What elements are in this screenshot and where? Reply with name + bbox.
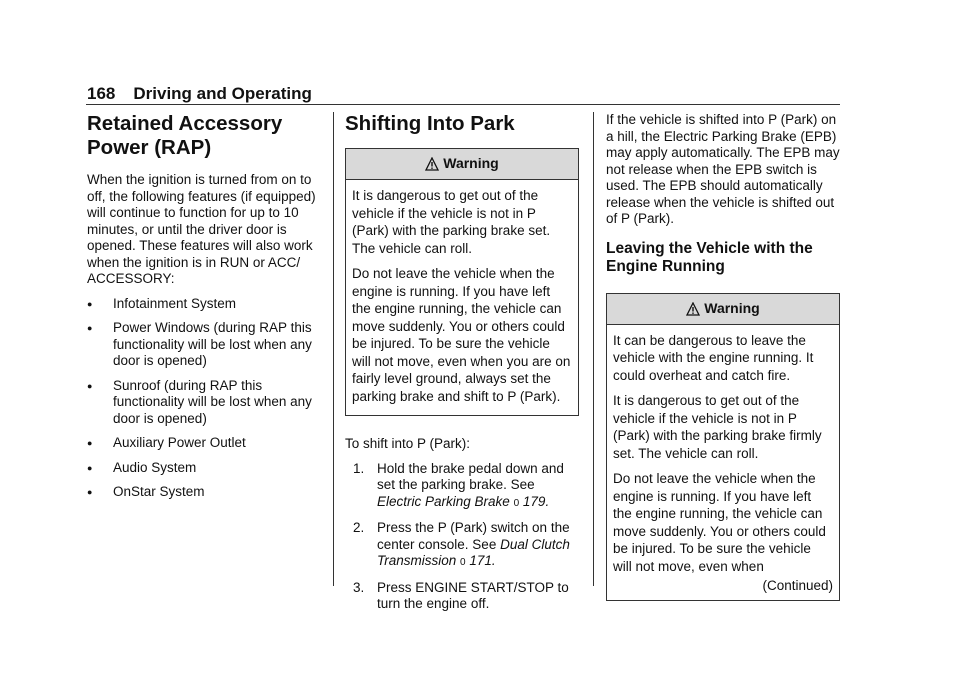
warning-header xyxy=(607,294,839,325)
continued-label: (Continued) xyxy=(762,578,833,593)
step-text: Press the P (Park) switch on the center console. See xyxy=(377,520,570,552)
page-header xyxy=(87,84,312,104)
step-number: 2. xyxy=(353,520,365,535)
list-item: ● Sunroof (during RAP this functionality will be lost when any door is opened) xyxy=(87,378,322,428)
warning-header xyxy=(346,149,578,180)
page-ref-arrow-icon: 0 xyxy=(513,497,520,509)
step-text: Hold the brake pedal down and set the parking brake. See xyxy=(377,460,564,492)
step-item xyxy=(345,520,579,572)
shift-steps xyxy=(345,461,579,613)
list-item: ● Audio System xyxy=(87,460,322,477)
step-end: . xyxy=(491,553,496,568)
warning-label: Warning xyxy=(704,299,760,316)
page-ref[interactable]: 171 xyxy=(469,553,492,568)
warning-triangle-icon xyxy=(686,302,700,320)
column-divider xyxy=(333,112,334,586)
step-item xyxy=(345,461,579,513)
column-rap xyxy=(87,112,322,509)
warning-triangle-icon xyxy=(425,157,439,175)
column-shifting-park xyxy=(345,112,579,621)
warning-label: Warning xyxy=(443,155,499,171)
warning-paragraph: Do not leave the vehicle when the engine is running. If you have left the engine running, the vehicle can move suddenly. You or others could be injured. To be sure the vehicle will not move, even when you are on fairly level ground, always set the parking brake and shift to P (Park). xyxy=(352,266,571,404)
park-heading: Shifting Into Park xyxy=(345,112,515,135)
step-item xyxy=(345,580,579,613)
step-number: 1. xyxy=(353,460,365,476)
page-number: 168 xyxy=(87,84,116,103)
warning-paragraph: It is dangerous to get out of the vehicle if the vehicle is not in P (Park) with the parking brake firmly set. The vehicle can roll. xyxy=(613,393,822,461)
list-item: ● OnStar System xyxy=(87,484,322,501)
page-ref-arrow-icon: 0 xyxy=(460,557,466,568)
step-text: Press ENGINE START/STOP to turn the engine off. xyxy=(377,579,569,611)
rap-heading: Retained Accessory Power (RAP) xyxy=(87,112,283,159)
warning-body xyxy=(607,325,839,600)
warning-box xyxy=(345,148,579,416)
step-number: 3. xyxy=(353,579,365,595)
warning-body xyxy=(346,180,578,415)
list-item: ● Power Windows (during RAP this functionality will be lost when any door is opened) xyxy=(87,320,322,370)
warning-paragraph: Do not leave the vehicle when the engine is running. If you have left the engine running, the vehicle can move suddenly. You or others could be injured. To be sure the vehicle will not move, even when xyxy=(613,471,826,574)
rap-intro: When the ignition is turned from on to off, the following features (if equipped) will continue to function for up to 10 minutes, or until the driver door is opened. These features will also work when the ignition is in RUN or ACC/ ACCESSORY: xyxy=(87,172,316,286)
step-end: . xyxy=(545,493,550,509)
shift-intro: To shift into P (Park): xyxy=(345,436,471,451)
column-leaving-vehicle xyxy=(606,112,840,601)
epb-paragraph: If the vehicle is shifted into P (Park) on a hill, the Electric Parking Brake (EPB) may apply automatically. The EPB may not release when the EPB switch is used. The EPB should automatically release when the vehicle is shifted out of P (Park). xyxy=(606,112,840,226)
column-divider xyxy=(593,112,594,586)
warning-paragraph: It can be dangerous to leave the vehicle with the engine running. It could overheat and catch fire. xyxy=(613,332,814,383)
list-item: ● Auxiliary Power Outlet xyxy=(87,435,322,452)
xref-link[interactable]: Dual Clutch Transmission xyxy=(377,536,570,568)
section-title: Driving and Operating xyxy=(133,84,312,103)
header-rule xyxy=(86,104,840,105)
list-item: ● Infotainment System xyxy=(87,296,322,313)
page-ref[interactable]: 179 xyxy=(522,493,546,509)
xref-link[interactable]: Electric Parking Brake xyxy=(377,493,510,509)
leaving-heading: Leaving the Vehicle with the Engine Running xyxy=(606,239,813,275)
warning-box xyxy=(606,293,840,601)
rap-feature-list xyxy=(87,296,322,501)
warning-paragraph: It is dangerous to get out of the vehicle if the vehicle is not in P (Park) with the parking brake set. The vehicle can roll. xyxy=(352,188,551,256)
